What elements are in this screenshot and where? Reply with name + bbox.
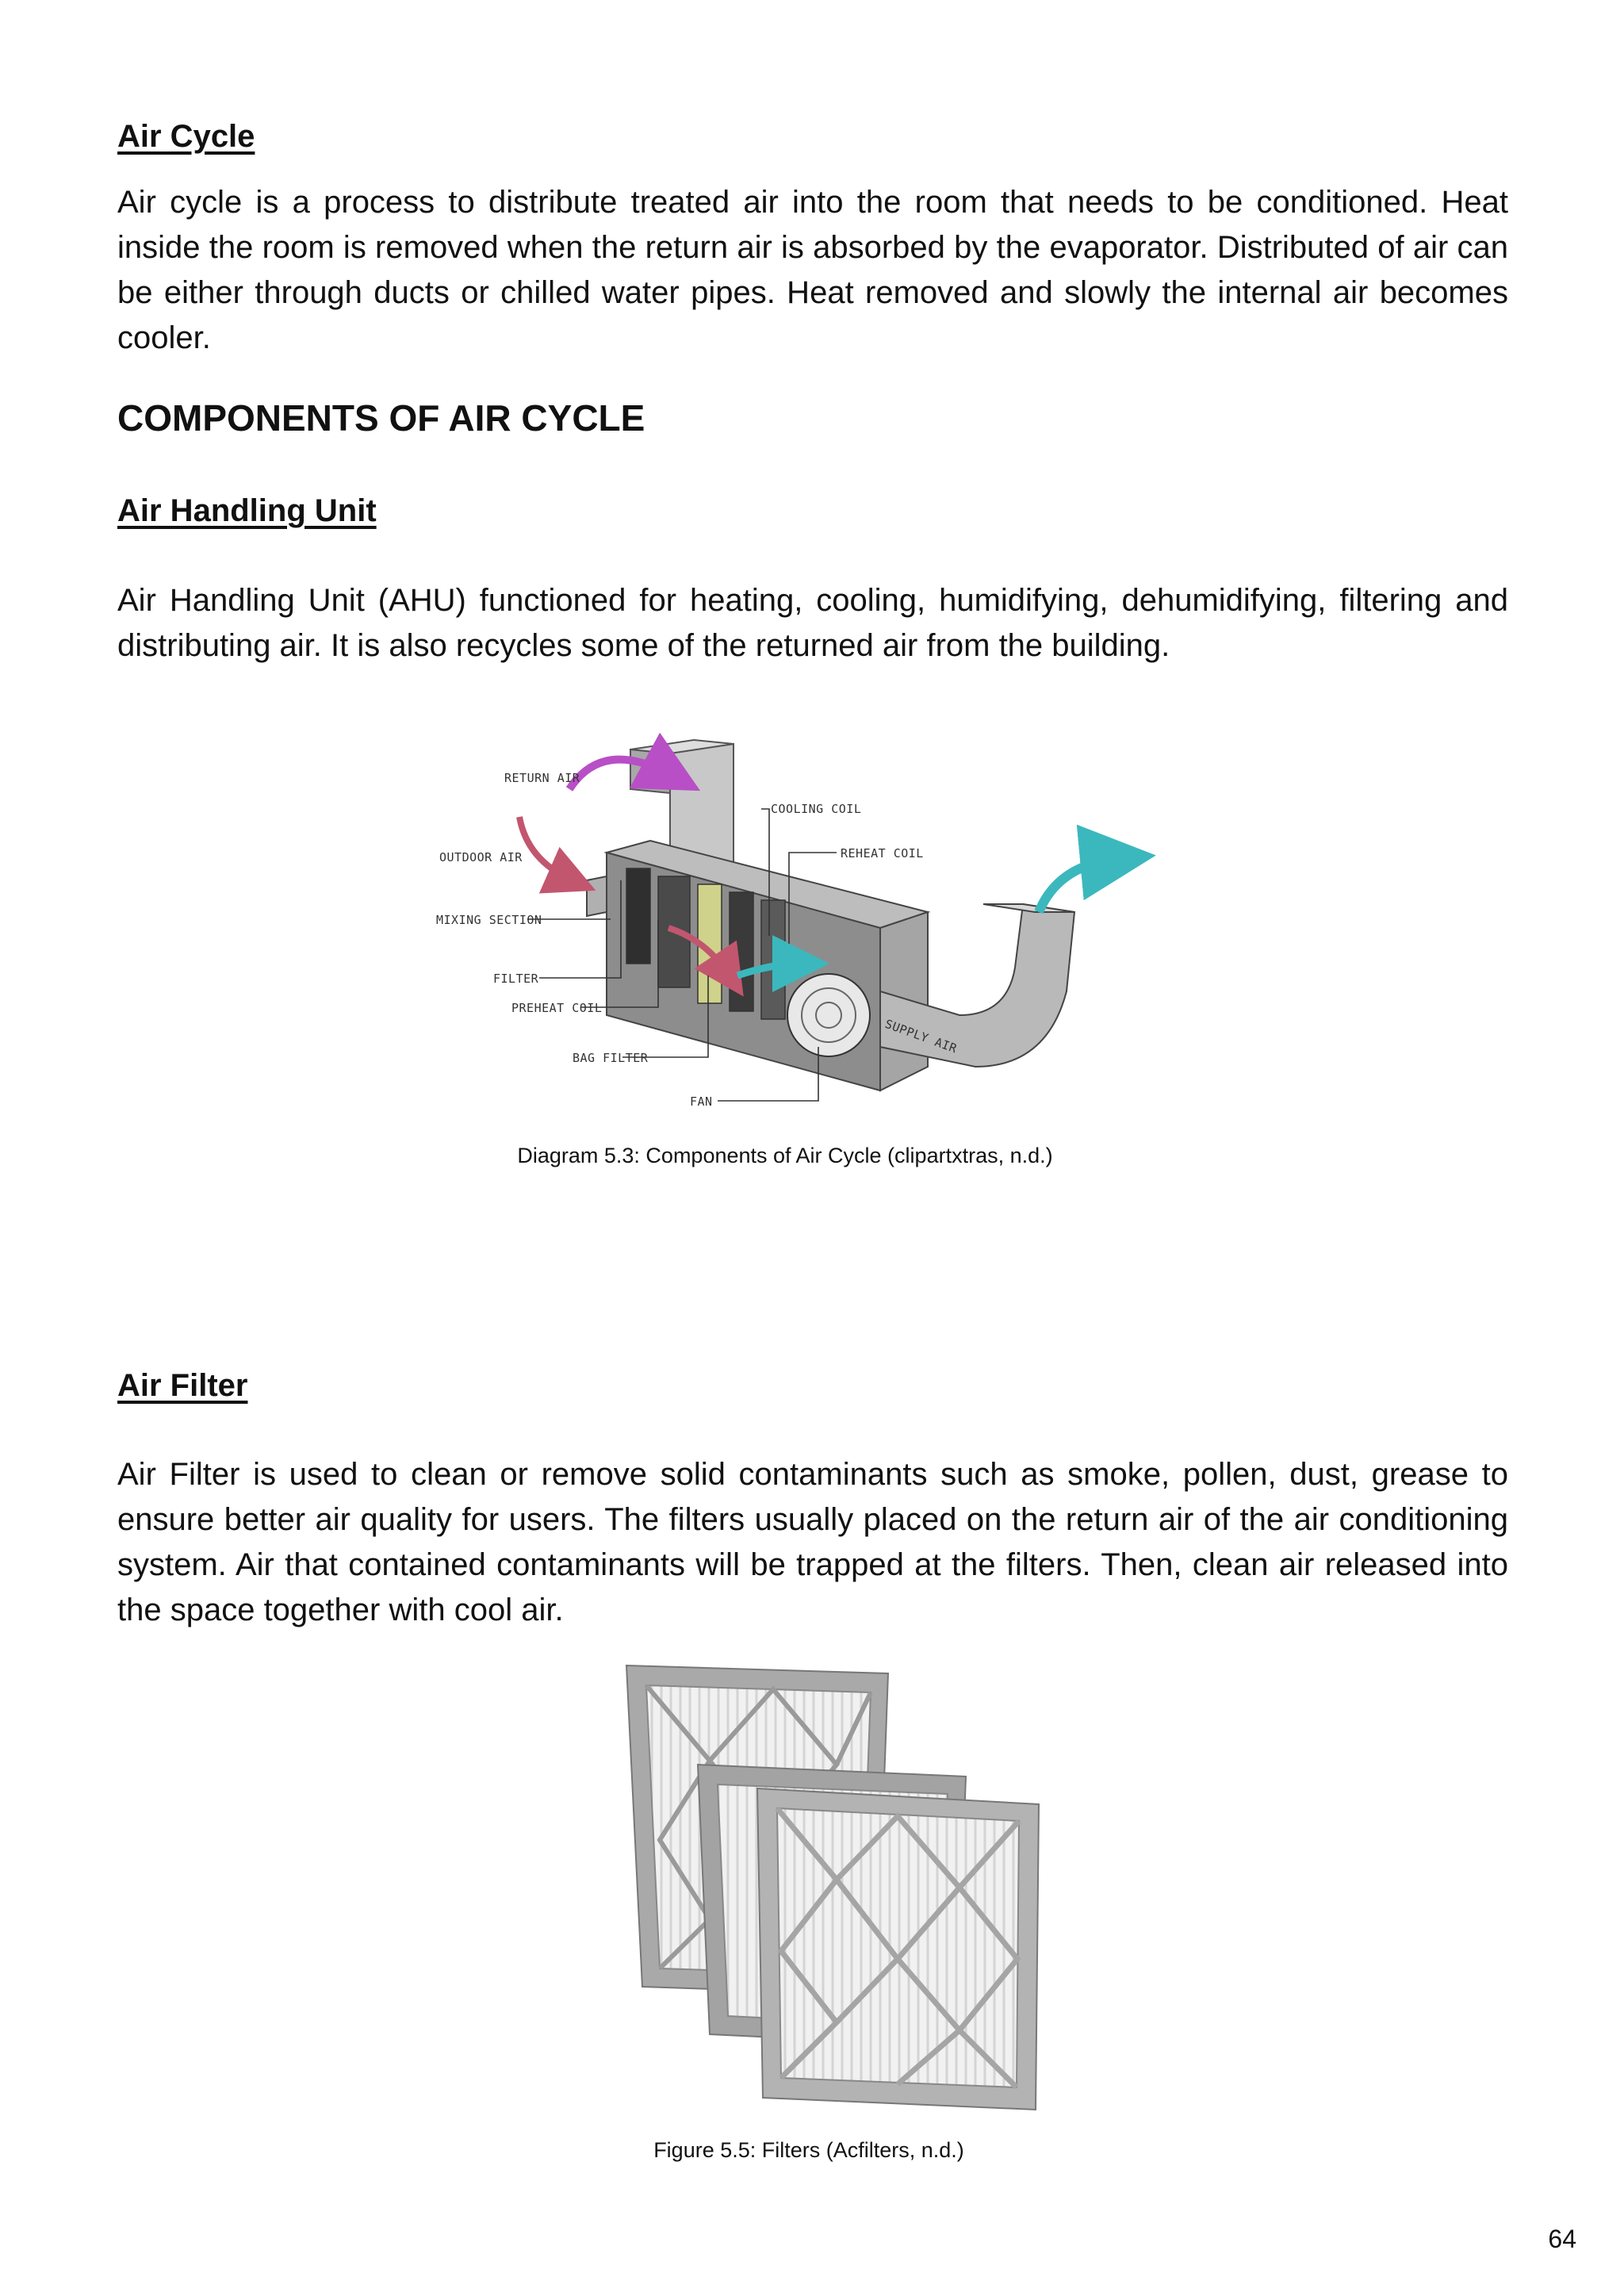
air-cycle-paragraph: Air cycle is a process to distribute treated air into the room that needs to be conditioned. Heat inside the room is removed when the return air is absorbed by the evaporator. Distributed of air can be either through ducts or chilled water pipes. Heat removed and slowly the internal air becomes cooler.: [117, 185, 1508, 355]
air-filter-heading: Air Filter: [117, 1368, 248, 1403]
filters-figure-caption: Figure 5.5: Filters (Acfilters, n.d.): [653, 2138, 964, 2162]
preheat-coil-label: PREHEAT COIL: [511, 1001, 603, 1015]
filter-panel-front: [757, 1788, 1039, 2110]
supply-air-arrow-icon: [1039, 859, 1118, 912]
ahu-diagram: [428, 730, 1142, 1110]
reheat-coil-label: REHEAT COIL: [841, 846, 924, 861]
return-air-label: RETURN AIR: [504, 771, 580, 785]
page-number: 64: [1548, 2225, 1576, 2253]
mixing-section-label: MIXING SECTION: [436, 913, 542, 927]
outdoor-air-label: OUTDOOR AIR: [439, 850, 523, 864]
supply-air-label: SUPPLY AIR: [883, 1016, 959, 1056]
outdoor-air-arrow-icon: [519, 817, 573, 880]
fan-icon: [787, 974, 870, 1056]
ahu-diagram-caption: Diagram 5.3: Components of Air Cycle (clipartxtras, n.d.): [517, 1144, 1053, 1167]
air-cycle-heading: Air Cycle: [117, 119, 255, 154]
air-filter-paragraph: Air Filter is used to clean or remove solid contaminants such as smoke, pollen, dust, grease to ensure better air quality for users. The filters usually placed on the return air of the air conditioning system. Air that contained contaminants will be trapped at the filters. Then, clean air released into the space together with cool air.: [117, 1457, 1508, 1627]
filter-label: FILTER: [493, 972, 539, 986]
bag-filter-label: BAG FILTER: [573, 1051, 649, 1065]
filters-illustration: [619, 1658, 1047, 2118]
ahu-paragraph: Air Handling Unit (AHU) functioned for heating, cooling, humidifying, dehumidifying, filtering and distributing air. It is also recycles some of the returned air from the building.: [117, 583, 1508, 663]
fan-label: FAN: [690, 1094, 713, 1109]
components-section-title: COMPONENTS OF AIR CYCLE: [117, 397, 645, 439]
cooling-coil-label: COOLING COIL: [771, 802, 862, 816]
ahu-heading: Air Handling Unit: [117, 493, 377, 528]
